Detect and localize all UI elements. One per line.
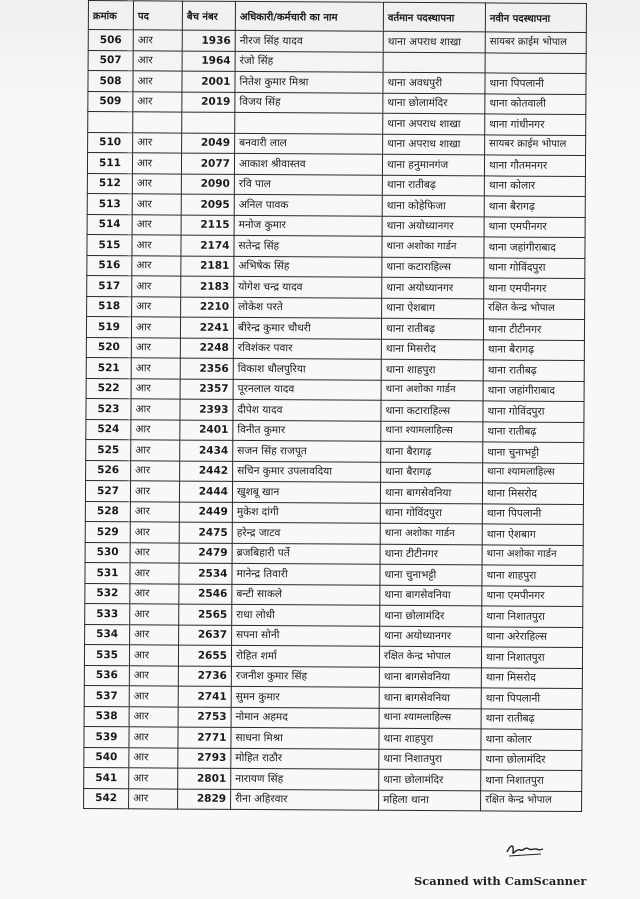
badge-cell [182, 112, 235, 133]
name-cell: विजय सिंह [235, 92, 383, 113]
serial-cell: 539 [84, 726, 129, 747]
new-posting-cell: थाना ऐशबाग [482, 524, 583, 545]
serial-cell: 513 [87, 193, 132, 214]
rank-cell: आर [129, 727, 178, 748]
new-posting-cell: थाना शाहपुरा [482, 565, 583, 586]
serial-cell: 532 [85, 583, 130, 604]
new-posting-cell: थाना पिपलानी [481, 688, 582, 709]
badge-cell: 2077 [181, 153, 234, 174]
rank-cell: आर [132, 255, 181, 276]
table-body [84, 30, 587, 812]
name-cell: नारायण सिंह [231, 768, 379, 789]
rank-cell: आर [132, 276, 181, 297]
current-posting-cell: रक्षित केन्द्र भोपाल [379, 646, 481, 667]
header-name: अधिकारी/कर्मचारी का नाम [235, 1, 383, 31]
current-posting-cell: थाना अवधपुरी [383, 72, 485, 93]
badge-cell: 2793 [178, 748, 231, 769]
new-posting-cell: थाना बैरागढ़ [483, 339, 584, 360]
serial-cell: 522 [86, 378, 131, 399]
current-posting-cell: थाना श्यामलाहिल्स [381, 421, 483, 442]
serial-cell: 520 [86, 337, 131, 358]
new-posting-cell: थाना निशातपुरा [482, 606, 583, 627]
name-cell: अभिषेक सिंह [234, 256, 382, 277]
current-posting-cell: थाना अशोका गार्डन [381, 380, 483, 401]
badge-cell: 2479 [179, 543, 232, 564]
badge-cell: 2357 [180, 379, 233, 400]
camscanner-watermark: Scanned with CamScanner [414, 874, 587, 888]
name-cell: विकाश धौलपुरिया [233, 358, 381, 379]
transfer-roster-table [83, 0, 587, 812]
badge-cell: 2534 [179, 563, 232, 584]
current-posting-cell: थाना बागसेवनिया [380, 482, 482, 503]
name-cell: बनवारी लाल [235, 133, 383, 154]
rank-cell: आर [130, 604, 179, 625]
name-cell: रजनीश कुमार सिंह [231, 666, 379, 687]
name-cell: योगेश चन्द्र यादव [234, 276, 382, 297]
current-posting-cell: थाना अयोध्यानगर [382, 277, 484, 298]
rank-cell: आर [133, 91, 182, 112]
serial-cell: 527 [85, 480, 130, 501]
badge-cell: 2736 [178, 666, 231, 687]
header-serial: क्रमांक [88, 1, 133, 30]
name-cell: रीना अहिरवार [231, 789, 379, 810]
badge-cell: 2248 [180, 338, 233, 359]
badge-cell: 2771 [178, 727, 231, 748]
name-cell: अनिल पावक [234, 194, 382, 215]
new-posting-cell: थाना टीटीनगर [483, 319, 584, 340]
new-posting-cell: थाना बैरागढ़ [484, 196, 585, 217]
badge-cell: 2444 [179, 481, 232, 502]
header-badge: बैच नंबर [182, 1, 235, 30]
name-cell: रोहित शर्मा [231, 645, 379, 666]
serial-cell: 534 [85, 624, 130, 645]
current-posting-cell: थाना अशोका गार्डन [380, 523, 482, 544]
name-cell: लोकेश परते [234, 297, 382, 318]
badge-cell: 2565 [179, 604, 232, 625]
current-posting-cell: थाना बागसेवनिया [380, 585, 482, 606]
header-current-posting: वर्तमान पदस्थापना [383, 2, 485, 32]
rank-cell: आर [129, 706, 178, 727]
name-cell: नीरज सिंह यादव [235, 30, 383, 51]
rank-cell: आर [129, 665, 178, 686]
serial-cell: 526 [86, 460, 131, 481]
rank-cell: आर [130, 624, 179, 645]
signature-mark [505, 838, 545, 860]
current-posting-cell: थाना बागसेवनिया [379, 687, 481, 708]
name-cell: बन्टी साकले [232, 584, 380, 605]
serial-cell: 533 [85, 603, 130, 624]
new-posting-cell: थाना कोतवाली [485, 93, 586, 114]
serial-cell: 529 [85, 521, 130, 542]
current-posting-cell: थाना शाहपुरा [379, 728, 481, 749]
name-cell: मनोज कुमार [234, 215, 382, 236]
name-cell: पूरनलाल यादव [233, 379, 381, 400]
current-posting-cell: थाना बैरागढ़ [381, 462, 483, 483]
name-cell: राधा लोधी [232, 604, 380, 625]
name-cell: मानेन्द्र तिवारी [232, 563, 380, 584]
serial-cell: 509 [88, 91, 133, 112]
rank-cell: आर [130, 542, 179, 563]
name-cell: हरेन्द्र जाटव [232, 522, 380, 543]
badge-cell: 2019 [182, 92, 235, 113]
badge-cell: 2356 [180, 358, 233, 379]
badge-cell: 2449 [179, 502, 232, 523]
rank-cell: आर [130, 563, 179, 584]
serial-cell: 515 [87, 234, 132, 255]
rank-cell: आर [133, 50, 182, 71]
header-rank: पद [133, 1, 182, 30]
current-posting-cell: थाना चुनाभट्टी [380, 564, 482, 585]
name-cell: रविशंकर पवार [233, 338, 381, 359]
current-posting-cell: थाना गोविंदपुरा [380, 503, 482, 524]
new-posting-cell: थाना कोलार [484, 175, 585, 196]
name-cell: आकाश श्रीवास्तव [234, 153, 382, 174]
name-cell: रंजो सिंह [235, 51, 383, 72]
rank-cell: आर [131, 399, 180, 420]
rank-cell: आर [131, 419, 180, 440]
new-posting-cell: थाना निशातपुरा [481, 770, 582, 791]
new-posting-cell: थाना अशोका गार्डन [482, 544, 583, 565]
current-posting-cell: थाना निशातपुरा [379, 749, 481, 770]
rank-cell: आर [129, 768, 178, 789]
serial-cell: 517 [87, 275, 132, 296]
rank-cell: आर [132, 153, 181, 174]
name-cell: बीरेन्द्र कुमार चौधरी [233, 317, 381, 338]
new-posting-cell: थाना रातीबढ़ [483, 421, 584, 442]
badge-cell: 2210 [181, 297, 234, 318]
badge-cell: 2401 [180, 420, 233, 441]
rank-cell: आर [133, 132, 182, 153]
current-posting-cell: थाना रातीबढ़ [382, 175, 484, 196]
current-posting-cell: थाना अयोध्यानगर [382, 216, 484, 237]
new-posting-cell: थाना एमपीनगर [484, 278, 585, 299]
serial-cell: 525 [86, 439, 131, 460]
current-posting-cell: थाना कोहेफिजा [382, 195, 484, 216]
serial-cell: 530 [85, 542, 130, 563]
name-cell: दीपेश यादव [233, 399, 381, 420]
rank-cell: आर [130, 583, 179, 604]
serial-cell: 511 [87, 153, 132, 174]
badge-cell: 2174 [181, 235, 234, 256]
badge-cell: 2115 [181, 215, 234, 236]
new-posting-cell: थाना श्यामलाहिल्स [483, 462, 584, 483]
new-posting-cell: थाना जहांगीराबाद [484, 237, 585, 258]
new-posting-cell: थाना अरेराहिल्स [482, 626, 583, 647]
badge-cell: 2546 [179, 584, 232, 605]
rank-cell: आर [129, 645, 178, 666]
serial-cell: 536 [84, 665, 129, 686]
rank-cell: आर [133, 30, 182, 51]
serial-cell: 531 [85, 562, 130, 583]
rank-cell: आर [130, 481, 179, 502]
name-cell: विनीत कुमार [233, 420, 381, 441]
badge-cell: 1936 [182, 30, 235, 51]
new-posting-cell: थाना पिपलानी [485, 73, 586, 94]
new-posting-cell: थाना रातीबढ़ [483, 360, 584, 381]
new-posting-cell: सायबर क्राईम भोपाल [485, 134, 586, 155]
serial-cell: 512 [87, 173, 132, 194]
serial-cell: 521 [86, 357, 131, 378]
header-new-posting: नवीन पदस्थापना [485, 3, 586, 33]
badge-cell: 2241 [180, 317, 233, 338]
rank-cell: आर [132, 194, 181, 215]
rank-cell: आर [129, 788, 178, 809]
serial-cell: 542 [84, 788, 129, 809]
rank-cell: आर [132, 235, 181, 256]
rank-cell: आर [131, 460, 180, 481]
new-posting-cell: थाना रातीबढ़ [481, 708, 582, 729]
current-posting-cell: थाना कटाराहिल्स [382, 257, 484, 278]
current-posting-cell: थाना छोलामंदिर [383, 93, 485, 114]
rank-cell: आर [129, 747, 178, 768]
badge-cell: 2434 [180, 440, 233, 461]
table-header-row [88, 1, 586, 33]
current-posting-cell: थाना रातीबढ़ [381, 318, 483, 339]
badge-cell: 1964 [182, 51, 235, 72]
new-posting-cell: थाना छोलामंदिर [481, 749, 582, 770]
current-posting-cell: थाना छोलामंदिर [379, 769, 481, 790]
rank-cell: आर [131, 440, 180, 461]
current-posting-cell: थाना अशोका गार्डन [382, 236, 484, 257]
current-posting-cell: थाना कटाराहिल्स [381, 400, 483, 421]
serial-cell: 524 [86, 419, 131, 440]
serial-cell: 541 [84, 767, 129, 788]
rank-cell: आर [132, 296, 181, 317]
badge-cell: 2637 [179, 625, 232, 646]
name-cell: ब्रजबिहारी पर्ते [232, 543, 380, 564]
serial-cell: 508 [88, 71, 133, 92]
current-posting-cell: थाना अपराध शाखा [383, 134, 485, 155]
serial-cell: 537 [84, 685, 129, 706]
name-cell: सतेन्द्र सिंह [234, 235, 382, 256]
rank-cell: आर [131, 358, 180, 379]
new-posting-cell: थाना मिसरोद [481, 667, 582, 688]
current-posting-cell: थाना श्यामलाहिल्स [379, 708, 481, 729]
serial-cell: 535 [84, 644, 129, 665]
badge-cell: 2049 [182, 133, 235, 154]
current-posting-cell: थाना छोलामंदिर [380, 605, 482, 626]
badge-cell: 2475 [179, 522, 232, 543]
name-cell: नोमान अहमद [231, 707, 379, 728]
new-posting-cell: थाना गोविंदपुरा [484, 257, 585, 278]
badge-cell: 2090 [181, 174, 234, 195]
serial-cell [88, 112, 133, 133]
badge-cell: 2741 [178, 686, 231, 707]
rank-cell: आर [132, 173, 181, 194]
current-posting-cell: थाना अयोध्यानगर [380, 626, 482, 647]
rank-cell: आर [132, 214, 181, 235]
serial-cell: 510 [88, 132, 133, 153]
serial-cell: 528 [85, 501, 130, 522]
badge-cell: 2095 [181, 194, 234, 215]
current-posting-cell: थाना मिसरोद [381, 339, 483, 360]
new-posting-cell: थाना पिपलानी [482, 503, 583, 524]
rank-cell: आर [133, 71, 182, 92]
new-posting-cell: थाना निशातपुरा [481, 647, 582, 668]
name-cell: नितेश कुमार मिश्रा [235, 71, 383, 92]
rank-cell: आर [131, 378, 180, 399]
new-posting-cell: थाना गौतमनगर [484, 155, 585, 176]
badge-cell: 2655 [178, 645, 231, 666]
new-posting-cell: थाना मिसरोद [482, 483, 583, 504]
new-posting-cell: थाना गोविंदपुरा [483, 401, 584, 422]
rank-cell: आर [130, 501, 179, 522]
new-posting-cell: थाना एमपीनगर [482, 585, 583, 606]
badge-cell: 2393 [180, 399, 233, 420]
badge-cell: 2183 [181, 276, 234, 297]
current-posting-cell: थाना शाहपुरा [381, 359, 483, 380]
new-posting-cell: रक्षित केन्द्र भोपाल [484, 298, 585, 319]
rank-cell: आर [129, 686, 178, 707]
name-cell: सचिन कुमार उपलावदिया [233, 461, 381, 482]
badge-cell: 2829 [178, 789, 231, 810]
new-posting-cell: थाना जहांगीराबाद [483, 380, 584, 401]
serial-cell: 516 [87, 255, 132, 276]
new-posting-cell: थाना एमपीनगर [484, 216, 585, 237]
new-posting-cell: रक्षित केन्द्र भोपाल [481, 790, 582, 811]
name-cell: सुमन कुमार [231, 686, 379, 707]
current-posting-cell: थाना अपराध शाखा [383, 113, 485, 134]
name-cell: साधना मिश्रा [231, 727, 379, 748]
table-row [84, 788, 582, 812]
name-cell: रवि पाल [234, 174, 382, 195]
rank-cell [133, 112, 182, 133]
serial-cell: 507 [88, 50, 133, 71]
serial-cell: 519 [86, 316, 131, 337]
badge-cell: 2181 [181, 256, 234, 277]
new-posting-cell: थाना कोलार [481, 729, 582, 750]
rank-cell: आर [131, 337, 180, 358]
serial-cell: 538 [84, 706, 129, 727]
badge-cell: 2001 [182, 71, 235, 92]
name-cell: खुशबू खान [232, 481, 380, 502]
current-posting-cell: थाना अपराध शाखा [383, 31, 485, 52]
badge-cell: 2442 [180, 461, 233, 482]
current-posting-cell [383, 52, 485, 73]
badge-cell: 2753 [178, 707, 231, 728]
rank-cell: आर [130, 522, 179, 543]
current-posting-cell: थाना हनुमानगंज [382, 154, 484, 175]
current-posting-cell: थाना ऐशबाग [382, 298, 484, 319]
name-cell: मुकेश दांगी [232, 502, 380, 523]
current-posting-cell: थाना बागसेवनिया [379, 667, 481, 688]
serial-cell: 506 [88, 30, 133, 51]
name-cell [235, 112, 383, 133]
serial-cell: 514 [87, 214, 132, 235]
new-posting-cell [485, 52, 586, 73]
name-cell: मोहित राठौर [231, 748, 379, 769]
new-posting-cell: थाना चुनाभट्टी [483, 442, 584, 463]
rank-cell: आर [131, 317, 180, 338]
name-cell: सजन सिंह राजपूत [233, 440, 381, 461]
serial-cell: 518 [87, 296, 132, 317]
serial-cell: 523 [86, 398, 131, 419]
current-posting-cell: महिला थाना [379, 790, 481, 811]
new-posting-cell: सायबर क्राईम भोपाल [485, 32, 586, 53]
name-cell: सपना सोनी [232, 625, 380, 646]
current-posting-cell: थाना टीटीनगर [380, 544, 482, 565]
current-posting-cell: थाना बैरागढ़ [381, 441, 483, 462]
new-posting-cell: थाना गांधीनगर [485, 114, 586, 135]
badge-cell: 2801 [178, 768, 231, 789]
serial-cell: 540 [84, 747, 129, 768]
